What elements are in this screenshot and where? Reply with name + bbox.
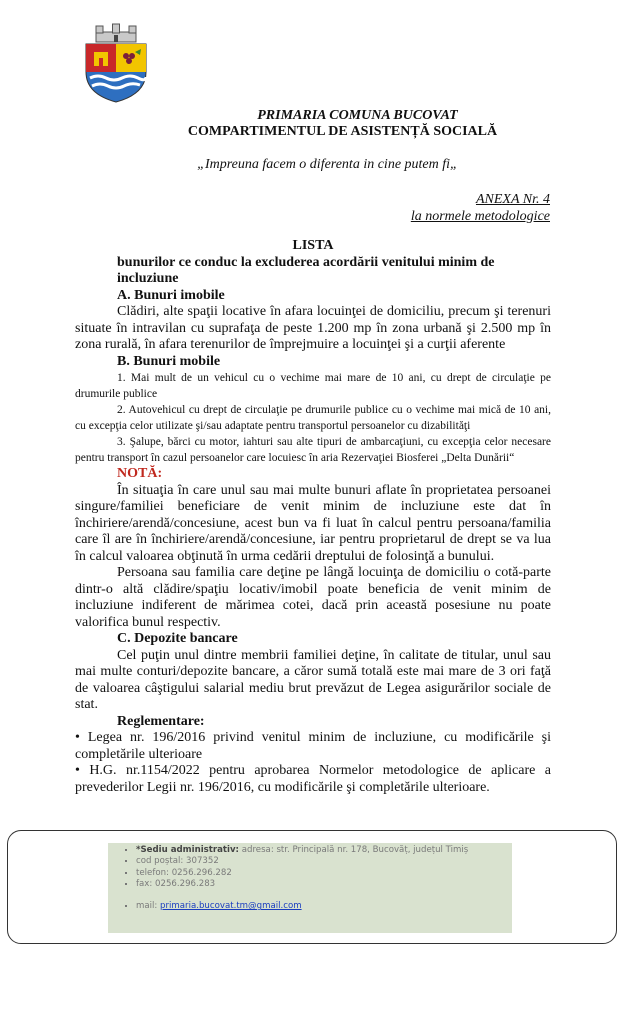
- address-value: adresa: str. Principală nr. 178, Bucovăț, județul Timiș: [239, 845, 469, 855]
- anexa-number: ANEXA Nr. 4: [475, 192, 550, 207]
- section-a-text: Clădiri, alte spaţii locative în afara locuinţei de domiciliu, precum şi terenuri situate în intravilan cu suprafaţa de peste 1.200 mp în zona urbană şi 2.500 mp în zona rurală, în afara terenurilor de împrejmuire a locuinţei şi a curţii aferente: [75, 304, 551, 352]
- anexa-subtitle: la normele metodologice: [410, 209, 550, 224]
- nota-paragraph-2: Persoana sau familia care deţine pe lângă locuinţa de domiciliu o cotă-parte dintr-o altă clădire/spaţiu locativ/imobil poate beneficia de venit minim de incluziune indiferent de mărimea cotei, dacă prin această posesiune nu poate valorifica bunul respectiv.: [75, 565, 551, 630]
- regulation-item-2: • H.G. nr.1154/2022 pentru aprobarea Normelor metodologice de aplicare a prevederilor Legii nr. 196/2016, cu modificările şi completările ulterioare.: [75, 763, 551, 795]
- spacer: [136, 890, 512, 901]
- section-c-heading: C. Depozite bancare: [117, 631, 238, 646]
- section-a-heading: A. Bunuri imobile: [117, 287, 225, 303]
- list-title: LISTA: [292, 238, 334, 253]
- section-b-heading: B. Bunuri mobile: [117, 353, 221, 369]
- nota-heading: NOTĂ:: [117, 466, 163, 481]
- email-line: [136, 901, 512, 912]
- phone-number: ▪ telefon: 0256.296.282: [136, 868, 512, 879]
- motto: „Impreuna facem o diferenta in cine putem fi„: [197, 157, 458, 172]
- regulation-heading: Reglementare:: [117, 713, 205, 729]
- email-label: mail:: [136, 901, 161, 912]
- document-body: [75, 238, 551, 796]
- institution-name: PRIMARIA COMUNA BUCOVAT: [257, 108, 458, 123]
- address-label: *Sediu administrativ:: [136, 845, 239, 855]
- contact-box: [108, 843, 512, 933]
- section-b-item-3: 3. Şalupe, bărci cu motor, iahturi sau alte tipuri de ambarcaţiuni, cu excepţia celor necesare pentru transport în cazul persoanelor care locuiesc în aria Rezervaţiei Biosferei „Delta Dunării“: [75, 436, 551, 464]
- section-b-item-1: 1. Mai mult de un vehicul cu o vechime mai mare de 10 ani, cu drept de circulaţie pe drumurile publice: [75, 372, 551, 400]
- section-c-text: Cel puţin unul dintre membrii familiei deţine, în calitate de titular, unul sau mai multe conturi/depozite bancare, a căror sumă totală este mai mare de 3 ori faţă de valoarea câştigului salarial mediu brut prevăzut de Legea asigurărilor sociale de stat.: [75, 647, 551, 712]
- address-line: [136, 845, 512, 856]
- section-b-item-2: 2. Autovehicul cu drept de circulaţie pe drumurile publice cu o vechime mai mică de 10 ani, cu excepţia celor utilizate şi/sau adaptate pentru transportul persoanelor cu dizabilităţi: [75, 404, 551, 432]
- coat-of-arms-logo: [80, 22, 152, 104]
- nota-paragraph-1: În situaţia în care unul sau mai multe bunuri aflate în proprietatea persoanei singure/familiei beneficiare de venit minim de incluziune este dat în închiriere/arendă/concesiune, acest bun va fi luat în calcul pentru persoana/familia care îl are în închiriere/arendă/concesiune, iar pentru proprietarul de drept se va lua în calcul valoarea obţinută în urma cedării dreptului de folosinţă a bunului.: [75, 482, 551, 564]
- fax-number: ▪ fax: 0256.296.283: [136, 879, 512, 890]
- list-subtitle: bunurilor ce conduc la excluderea acordării venitului minim de incluziune: [117, 254, 495, 286]
- email-link[interactable]: primaria.bucovat.tm@gmail.com: [160, 901, 302, 912]
- regulation-item-1: • Legea nr. 196/2016 privind venitul minim de incluziune, cu modificările şi completările ulterioare: [75, 730, 551, 762]
- postal-code: ▪ cod poștal: 307352: [136, 856, 512, 867]
- department-name: COMPARTIMENTUL DE ASISTENȚĂ SOCIALĂ: [187, 124, 498, 139]
